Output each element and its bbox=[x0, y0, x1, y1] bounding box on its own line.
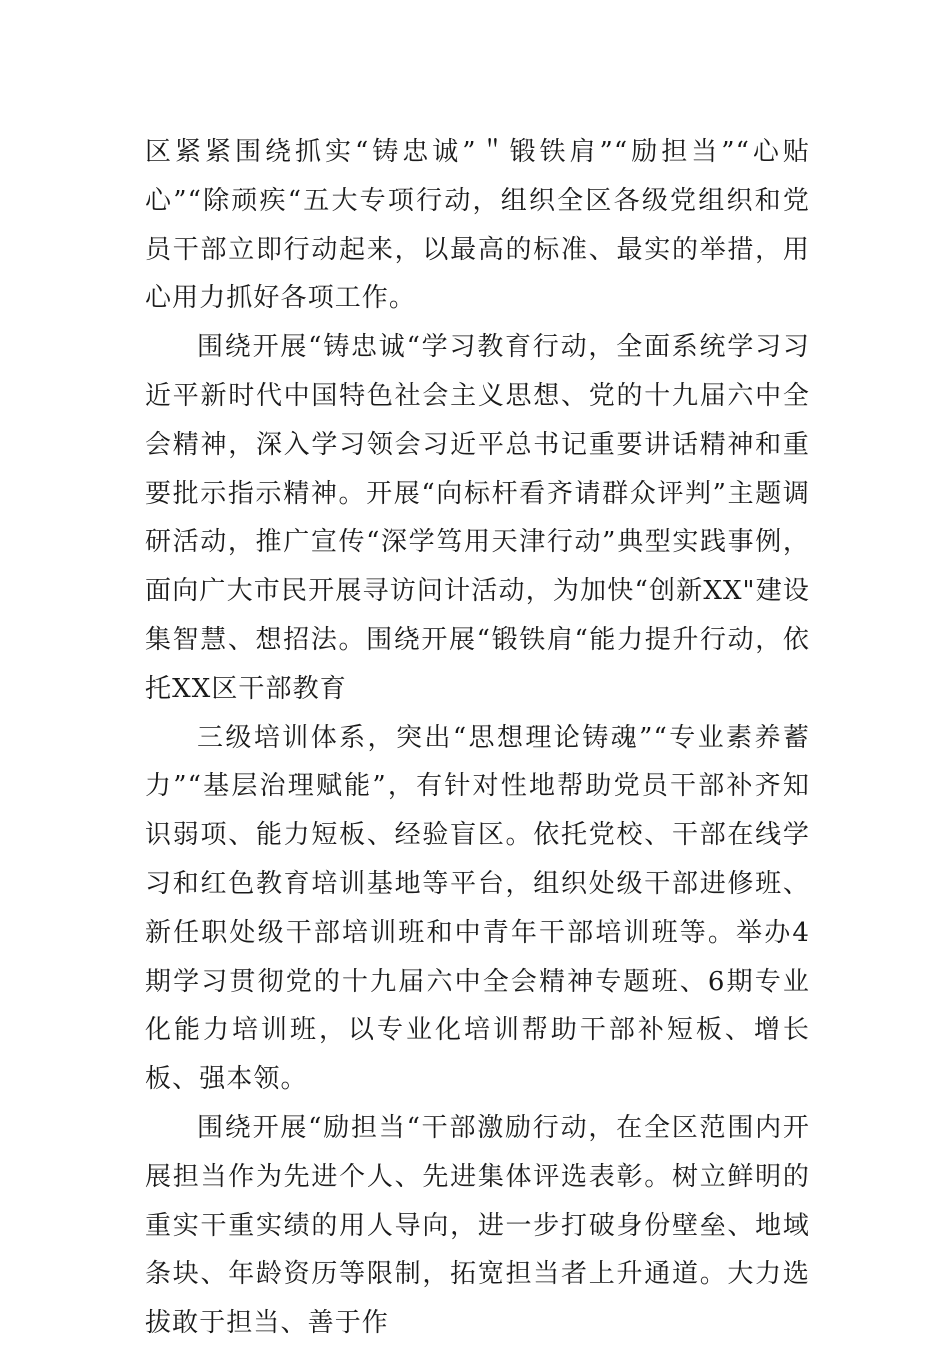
body-text bbox=[145, 128, 810, 1348]
paragraph-1: 区紧紧围绕抓实“铸忠诚”＂锻铁肩”“励担当”“心贴心”“除顽疾“五大专项行动，组织全区各级党组织和党员干部立即行动起来，以最高的标准、最实的举措，用心用力抓好各项工作。 bbox=[145, 137, 810, 314]
paragraph-2: 围绕开展“铸忠诚“学习教育行动，全面系统学习习近平新时代中国特色社会主义思想、党的十九届六中全会精神，深入学习领会习近平总书记重要讲话精神和重要批示指示精神。开展“向标杆看齐请群众评判”主题调研活动，推广宣传“深学笃用天津行动”典型实践事例，面向广大市民开展寻访问计活动，为加快“创新XX"建设集智慧、想招法。围绕开展“锻铁肩“能力提升行动，依托XX区干部教育 bbox=[145, 332, 810, 704]
paragraph-3: 三级培训体系，突出“思想理论铸魂”“专业素养蓄力”“基层治理赋能”，有针对性地帮助党员干部补齐知识弱项、能力短板、经验盲区。依托党校、干部在线学习和红色教育培训基地等平台，组织处级干部进修班、新任职处级干部培训班和中青年干部培训班等。举办4期学习贯彻党的十九届六中全会精神专题班、6期专业化能力培训班，以专业化培训帮助干部补短板、增长板、强本领。 bbox=[145, 722, 810, 1095]
paragraph-4: 围绕开展“励担当“干部激励行动，在全区范围内开展担当作为先进个人、先进集体评选表彰。树立鲜明的重实干重实绩的用人导向，进一步打破身份壁垒、地域条块、年龄资历等限制，拓宽担当者上升通道。大力选拔敢于担当、善于作 bbox=[145, 1112, 810, 1339]
